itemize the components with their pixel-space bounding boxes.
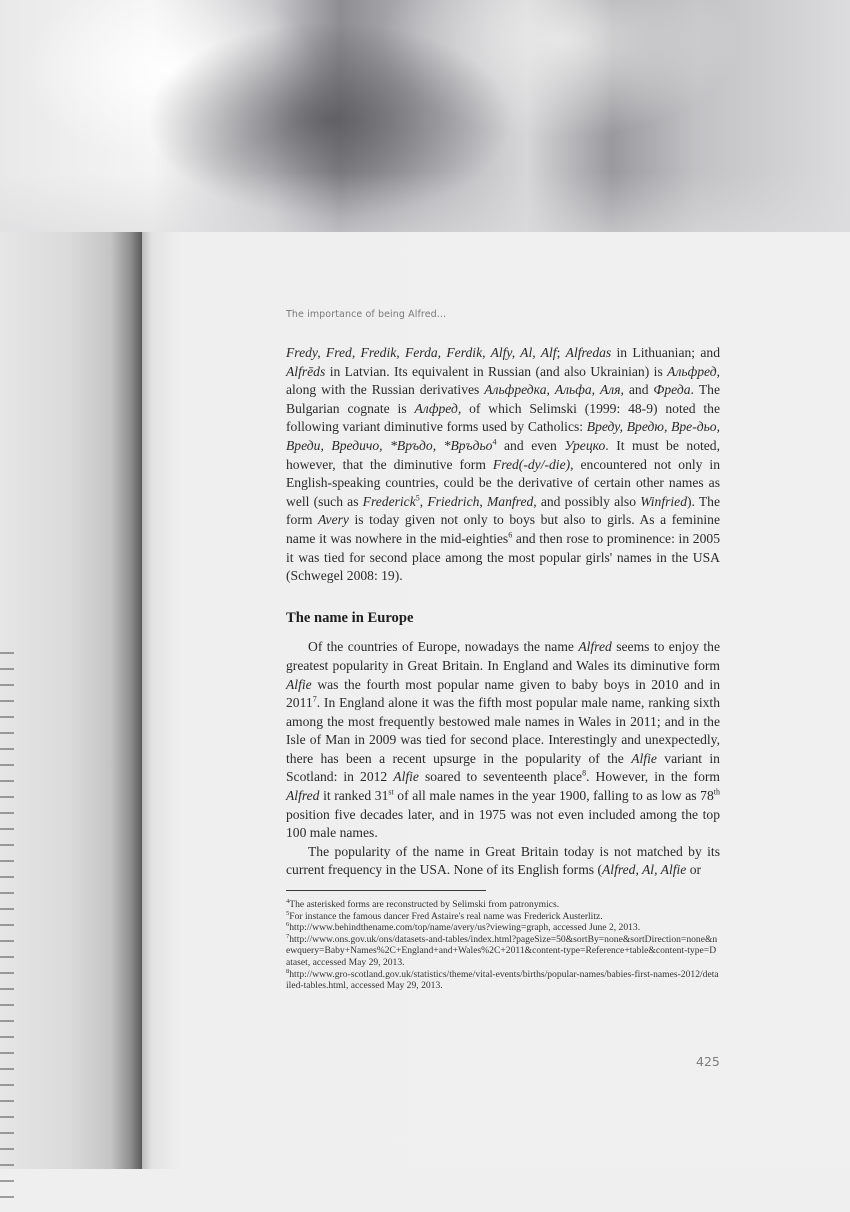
footnote-8	[286, 969, 720, 992]
text-italic: Вреду, Вредю, Вре-дьо, Вреди, Вредичо, *Връдо, *Връдьо	[286, 419, 720, 453]
text: ,	[419, 493, 428, 509]
footnote-text: http://www.behindthename.com/top/name/avery/us?viewing=graph, accessed June 2, 2013.	[289, 922, 641, 934]
text-italic: Avery	[317, 512, 349, 528]
footnote-marker-6: 6	[508, 530, 513, 540]
text: . It must be noted, however, that the diminutive form	[286, 437, 720, 472]
text: and then rose to prominence: in 2005 it was tied for second place among the most popular girls' names in the USA (Schwegel 2008: 19).	[286, 530, 720, 584]
footnote-number: 8	[286, 967, 290, 975]
text: or	[686, 862, 702, 878]
text-italic: Альфред	[667, 363, 717, 379]
paragraph-1	[286, 344, 720, 586]
text: in Lithuanian; and	[611, 345, 720, 360]
text: was the fourth most popular name given to baby boys in 2010 and in 2011	[286, 676, 720, 711]
footnote-number: 7	[286, 932, 290, 940]
section-heading: The name in Europe	[286, 609, 414, 626]
text: and	[623, 382, 654, 398]
text: ;	[556, 345, 566, 360]
page-number: 425	[696, 1054, 720, 1069]
text-italic: Fredy, Fred, Fredik, Ferda, Ferdik, Alfy, Al, Alf	[286, 345, 557, 360]
footnote-text: http://www.gro-scotland.gov.uk/statistics/theme/vital-events/births/popular-names/babies-first-names-2012/detailed-tables.html, accessed May 29, 2013.	[286, 968, 719, 992]
text-italic: Fred(-dy/-die)	[492, 456, 571, 472]
text-italic: Фреда	[653, 382, 691, 398]
text-italic: Frederick	[362, 493, 416, 509]
page-body	[286, 344, 720, 992]
text: it ranked 31	[319, 788, 389, 804]
footnote-number: 4	[286, 897, 290, 905]
footnote-marker-4: 4	[492, 437, 497, 447]
text: Of the countries of Europe, nowadays the name	[308, 639, 579, 655]
text-italic: Alfie	[393, 769, 419, 785]
footnote-6	[286, 922, 720, 934]
text: . The Bulgarian cognate is	[286, 382, 720, 416]
left-facing-page	[0, 232, 142, 1169]
running-header: The importance of being Alfred...	[286, 309, 447, 320]
footnotes	[286, 899, 720, 992]
text-italic: Friedrich	[427, 493, 480, 509]
text: , and possibly also	[533, 493, 641, 509]
text-italic: Alfred	[286, 788, 320, 804]
text-italic: Winfried	[640, 493, 688, 509]
text-italic: Альфредка, Альфа, Аля,	[484, 382, 624, 398]
footnote-marker-8: 8	[582, 768, 587, 778]
text: The popularity of the name in Great Britain today is not matched by its current frequency in the USA. None of its English forms (	[286, 843, 720, 878]
text: and even	[496, 437, 565, 453]
text: position five decades later, and in 1975 was not even included among the top 100 male names.	[286, 806, 720, 841]
text: of which Selimski (1999: 48-9) noted the following variant diminutive forms used by Catholics:	[286, 400, 720, 435]
text-italic: Алфред,	[414, 400, 462, 416]
footnote-7	[286, 934, 720, 969]
text: is today given not only to boys but also to girls. As a feminine name it was nowhere in the mid-eighties	[286, 512, 721, 546]
text-italic: Alfred	[578, 639, 612, 655]
text: seems to enjoy the greatest popularity in Great Britain. In England and Wales its diminutive form	[286, 639, 720, 673]
footnote-text: http://www.ons.gov.uk/ons/datasets-and-tables/index.html?pageSize=50&sortBy=none&sortDirection=none&newquery=Baby+Names%2C+England+and+Wales%2C+2011&content-type=Reference+table&content-type=Dataset, accessed May 29, 2013.	[286, 933, 718, 968]
text-italic: Alfred, Al, Alfie	[601, 862, 687, 878]
text: of all male names in the year 1900, falling to as low as 78	[393, 788, 714, 804]
text-italic: Alfrēds	[286, 363, 326, 379]
paragraph-2	[286, 638, 720, 843]
text: . In England alone it was the fifth most popular male name, ranking sixth among the most frequently bestowed male names in Wales in 2011; and in the Isle of Man in 2009 was tied for second place. Interestingly and unexpectedly, there has been a recent upsurge in the popularity of the	[286, 695, 720, 766]
footnote-number: 5	[286, 909, 290, 917]
footnote-text: The asterisked forms are reconstructed by Selimski from patronymics.	[289, 899, 560, 911]
footnote-text: For instance the famous dancer Fred Astaire's real name was Frederick Austerlitz.	[289, 910, 603, 922]
text-italic: Alfredas	[565, 345, 612, 360]
text-italic: Manfred	[486, 493, 534, 509]
footnote-5	[286, 911, 720, 923]
footnote-divider	[286, 890, 486, 891]
text: ). The form	[286, 493, 720, 528]
scan-background-top	[0, 0, 850, 232]
text: in Latvian. Its equivalent in Russian (and also Ukrainian) is	[325, 363, 668, 379]
ordinal-suffix: st	[388, 787, 394, 797]
text: ,	[479, 493, 487, 509]
text: , along with the Russian derivatives	[286, 363, 720, 398]
text-italic: Alfie	[286, 676, 312, 692]
text: , encountered not only in English-speaking countries, could be the derivative of certain other names as well (such as	[286, 456, 720, 509]
footnote-number: 6	[286, 921, 290, 929]
text: variant in Scotland: in 2012	[286, 750, 720, 785]
paragraph-3	[286, 843, 720, 880]
footnote-marker-5: 5	[415, 493, 420, 503]
text-italic: Alfie	[631, 750, 657, 766]
footnote-4	[286, 899, 720, 911]
text-italic: Урецко	[564, 437, 606, 453]
footnote-marker-7: 7	[312, 694, 317, 704]
text: soared to seventeenth place	[418, 769, 583, 785]
ordinal-suffix: th	[713, 787, 721, 797]
left-page-text-edge	[0, 652, 14, 1212]
text: . However, in the form	[586, 769, 720, 785]
